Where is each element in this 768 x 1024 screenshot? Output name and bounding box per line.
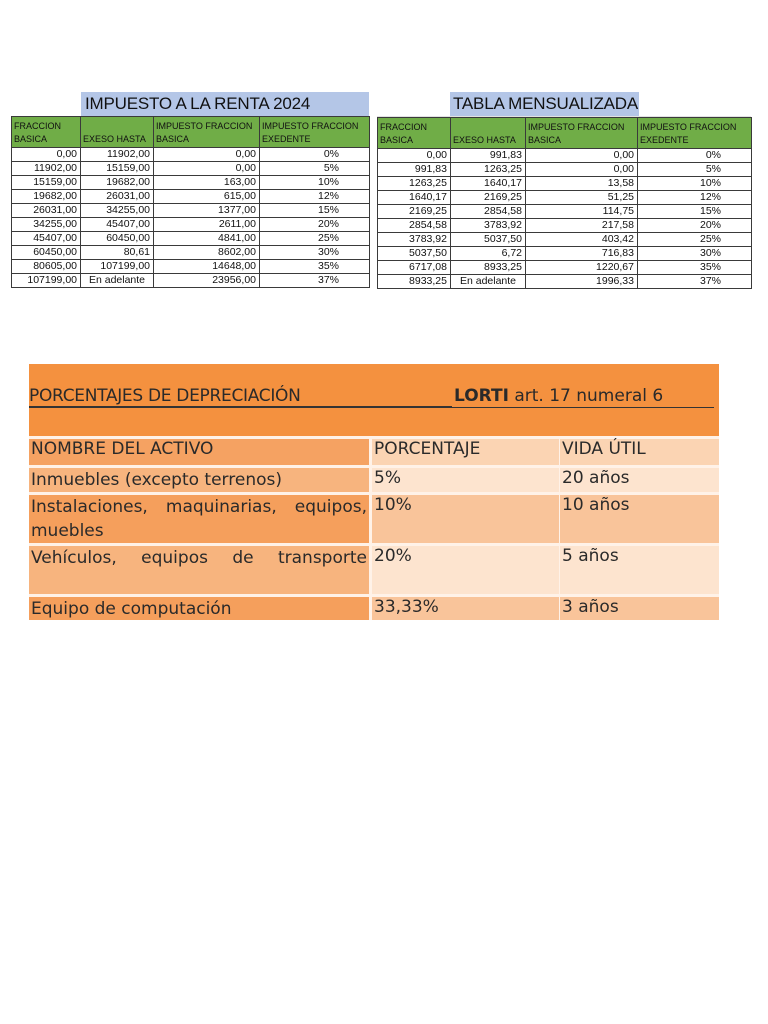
fraccion-basica-cell: 6717,08 — [378, 261, 451, 275]
fraccion-basica-cell: 1263,25 — [378, 177, 451, 191]
exeso-hasta-cell: En adelante — [451, 275, 526, 289]
impuesto-exedente-cell: 20% — [638, 219, 752, 233]
impuesto-fraccion-basica-cell: 4841,00 — [154, 232, 260, 246]
exeso-hasta-cell: 991,83 — [451, 149, 526, 163]
impuesto-fraccion-basica-cell: 0,00 — [526, 149, 638, 163]
fraccion-basica-cell: 5037,50 — [378, 247, 451, 261]
law-reference-code: LORTI — [454, 386, 509, 406]
impuesto-fraccion-basica-cell: 0,00 — [154, 148, 260, 162]
exeso-hasta-cell: 1263,25 — [451, 163, 526, 177]
asset-percent: 33,33% — [369, 594, 559, 620]
impuesto-exedente-cell: 12% — [638, 191, 752, 205]
table-row — [378, 261, 752, 275]
impuesto-exedente-cell: 35% — [260, 260, 370, 274]
header-vida-util: VIDA ÚTIL — [559, 436, 719, 465]
fraccion-basica-cell: 19682,00 — [12, 190, 81, 204]
impuesto-fraccion-basica-cell: 13,58 — [526, 177, 638, 191]
impuesto-exedente-cell: 20% — [260, 218, 370, 232]
impuesto-exedente-cell: 25% — [638, 233, 752, 247]
impuesto-exedente-cell: 5% — [260, 162, 370, 176]
table-row — [378, 219, 752, 233]
table-row — [378, 149, 752, 163]
impuesto-exedente-cell: 0% — [260, 148, 370, 162]
asset-name: Vehículos, equipos de transporte — [29, 543, 369, 594]
annual-table-title: IMPUESTO A LA RENTA 2024 — [11, 92, 369, 116]
exeso-hasta-cell: 3783,92 — [451, 219, 526, 233]
exeso-hasta-cell: 19682,00 — [81, 176, 154, 190]
impuesto-exedente-cell: 30% — [638, 247, 752, 261]
impuesto-fraccion-basica-cell: 51,25 — [526, 191, 638, 205]
table-row — [378, 233, 752, 247]
table-row — [12, 190, 370, 204]
fraccion-basica-cell: 15159,00 — [12, 176, 81, 190]
depreciation-row — [29, 543, 719, 594]
fraccion-basica-cell: 80605,00 — [12, 260, 81, 274]
impuesto-exedente-cell: 12% — [260, 190, 370, 204]
annual-tax-table — [11, 116, 370, 288]
table-header-row — [378, 118, 752, 149]
impuesto-fraccion-basica-cell: 114,75 — [526, 205, 638, 219]
table-header-row — [12, 117, 370, 148]
depreciation-panel — [29, 364, 719, 620]
fraccion-basica-cell: 0,00 — [12, 148, 81, 162]
fraccion-basica-cell: 3783,92 — [378, 233, 451, 247]
table-row — [378, 205, 752, 219]
header-fraccion-basica: FRACCION BASICA — [378, 118, 451, 149]
depreciation-table — [29, 436, 719, 620]
exeso-hasta-cell: 1640,17 — [451, 177, 526, 191]
exeso-hasta-cell: 2854,58 — [451, 205, 526, 219]
monthly-table-title: TABLA MENSUALIZADA — [377, 92, 751, 117]
fraccion-basica-cell: 2169,25 — [378, 205, 451, 219]
monthly-tax-table-block — [377, 92, 751, 289]
exeso-hasta-cell: 5037,50 — [451, 233, 526, 247]
table-row — [378, 177, 752, 191]
impuesto-exedente-cell: 35% — [638, 261, 752, 275]
fraccion-basica-cell: 8933,25 — [378, 275, 451, 289]
impuesto-fraccion-basica-cell: 403,42 — [526, 233, 638, 247]
fraccion-basica-cell: 107199,00 — [12, 274, 81, 288]
monthly-tax-table — [377, 117, 752, 289]
impuesto-fraccion-basica-cell: 615,00 — [154, 190, 260, 204]
impuesto-exedente-cell: 25% — [260, 232, 370, 246]
asset-name: Inmuebles (excepto terrenos) — [29, 465, 369, 492]
exeso-hasta-cell: En adelante — [81, 274, 154, 288]
exeso-hasta-cell: 107199,00 — [81, 260, 154, 274]
impuesto-fraccion-basica-cell: 716,83 — [526, 247, 638, 261]
table-row — [12, 218, 370, 232]
impuesto-exedente-cell: 15% — [260, 204, 370, 218]
depreciation-row — [29, 492, 719, 543]
annual-tax-table-block — [11, 92, 369, 288]
table-row — [12, 260, 370, 274]
table-row — [378, 191, 752, 205]
header-exeso-hasta: EXESO HASTA — [451, 118, 526, 149]
impuesto-exedente-cell: 15% — [638, 205, 752, 219]
impuesto-exedente-cell: 37% — [638, 275, 752, 289]
asset-useful-life: 3 años — [559, 594, 719, 620]
header-impuesto-fraccion-basica: IMPUESTO FRACCION BASICA — [526, 118, 638, 149]
table-row — [12, 232, 370, 246]
exeso-hasta-cell: 34255,00 — [81, 204, 154, 218]
fraccion-basica-cell: 11902,00 — [12, 162, 81, 176]
impuesto-fraccion-basica-cell: 2611,00 — [154, 218, 260, 232]
impuesto-fraccion-basica-cell: 1996,33 — [526, 275, 638, 289]
exeso-hasta-cell: 8933,25 — [451, 261, 526, 275]
asset-name: Equipo de computación — [29, 594, 369, 620]
asset-useful-life: 20 años — [559, 465, 719, 492]
fraccion-basica-cell: 991,83 — [378, 163, 451, 177]
impuesto-fraccion-basica-cell: 0,00 — [154, 162, 260, 176]
table-row — [12, 148, 370, 162]
table-row — [12, 246, 370, 260]
table-row — [12, 162, 370, 176]
fraccion-basica-cell: 2854,58 — [378, 219, 451, 233]
exeso-hasta-cell: 80,61 — [81, 246, 154, 260]
depreciation-body — [29, 465, 719, 620]
impuesto-fraccion-basica-cell: 217,58 — [526, 219, 638, 233]
table-row — [12, 274, 370, 288]
impuesto-exedente-cell: 10% — [638, 177, 752, 191]
asset-percent: 20% — [369, 543, 559, 594]
fraccion-basica-cell: 1640,17 — [378, 191, 451, 205]
impuesto-exedente-cell: 10% — [260, 176, 370, 190]
impuesto-fraccion-basica-cell: 1220,67 — [526, 261, 638, 275]
impuesto-fraccion-basica-cell: 0,00 — [526, 163, 638, 177]
monthly-table-body — [378, 149, 752, 289]
impuesto-exedente-cell: 30% — [260, 246, 370, 260]
exeso-hasta-cell: 26031,00 — [81, 190, 154, 204]
exeso-hasta-cell: 2169,25 — [451, 191, 526, 205]
fraccion-basica-cell: 26031,00 — [12, 204, 81, 218]
impuesto-fraccion-basica-cell: 163,00 — [154, 176, 260, 190]
exeso-hasta-cell: 6,72 — [451, 247, 526, 261]
asset-percent: 5% — [369, 465, 559, 492]
impuesto-fraccion-basica-cell: 1377,00 — [154, 204, 260, 218]
table-row — [12, 176, 370, 190]
header-fraccion-basica: FRACCION BASICA — [12, 117, 81, 148]
table-row — [12, 204, 370, 218]
impuesto-exedente-cell: 37% — [260, 274, 370, 288]
heading-underline — [452, 407, 714, 408]
header-impuesto-fraccion-exedente: IMPUESTO FRACCION EXEDENTE — [638, 118, 752, 149]
exeso-hasta-cell: 15159,00 — [81, 162, 154, 176]
table-row — [378, 247, 752, 261]
annual-table-body — [12, 148, 370, 288]
exeso-hasta-cell: 11902,00 — [81, 148, 154, 162]
impuesto-exedente-cell: 5% — [638, 163, 752, 177]
depreciation-row — [29, 465, 719, 492]
depreciation-heading — [29, 386, 719, 408]
fraccion-basica-cell: 34255,00 — [12, 218, 81, 232]
law-reference-article: art. 17 numeral 6 — [514, 386, 664, 406]
impuesto-fraccion-basica-cell: 8602,00 — [154, 246, 260, 260]
table-row — [378, 275, 752, 289]
header-impuesto-fraccion-basica: IMPUESTO FRACCION BASICA — [154, 117, 260, 148]
asset-useful-life: 5 años — [559, 543, 719, 594]
header-impuesto-fraccion-exedente: IMPUESTO FRACCION EXEDENTE — [260, 117, 370, 148]
header-exeso-hasta: EXESO HASTA — [81, 117, 154, 148]
depreciation-row — [29, 594, 719, 620]
exeso-hasta-cell: 60450,00 — [81, 232, 154, 246]
law-reference — [454, 386, 663, 406]
impuesto-fraccion-basica-cell: 23956,00 — [154, 274, 260, 288]
asset-name: Instalaciones, maquinarias, equipos, muebles — [29, 492, 369, 543]
impuesto-exedente-cell: 0% — [638, 149, 752, 163]
table-row — [378, 163, 752, 177]
asset-useful-life: 10 años — [559, 492, 719, 543]
asset-percent: 10% — [369, 492, 559, 543]
fraccion-basica-cell: 45407,00 — [12, 232, 81, 246]
impuesto-fraccion-basica-cell: 14648,00 — [154, 260, 260, 274]
fraccion-basica-cell: 60450,00 — [12, 246, 81, 260]
header-porcentaje: PORCENTAJE — [369, 436, 559, 465]
depreciation-title: PORCENTAJES DE DEPRECIACIÓN — [29, 386, 452, 408]
fraccion-basica-cell: 0,00 — [378, 149, 451, 163]
header-nombre-activo: NOMBRE DEL ACTIVO — [29, 436, 369, 465]
exeso-hasta-cell: 45407,00 — [81, 218, 154, 232]
depreciation-header-row — [29, 436, 719, 465]
